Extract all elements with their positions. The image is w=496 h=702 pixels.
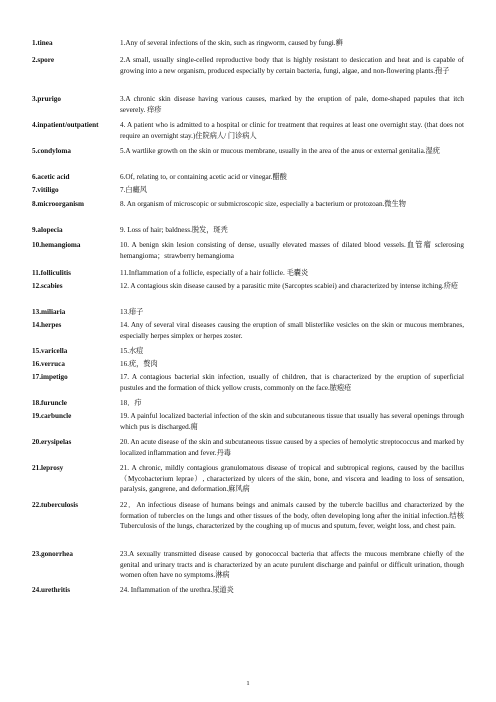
entry-definition: 14. Any of several viral diseases causing the eruption of small blisterlike vesicles on the skin or mucous membranes, especially herpes simplex or herpes zoster. <box>120 321 464 340</box>
entry-term: 7.vitiligo <box>32 186 59 194</box>
entry-definition: 10. A benign skin lesion consisting of dense, usually elevated masses of dilated blood vessels.血管瘤 sclerosing hemangioma；strawberry hemangioma <box>120 241 464 260</box>
entry-term: 19.carbuncle <box>32 412 72 420</box>
entry-term: 16.verruca <box>32 360 65 368</box>
entry-definition: 24. Inflammation of the urethra.尿道炎 <box>120 586 234 594</box>
entry-term: 17.impetigo <box>32 373 68 381</box>
entry-term: 8.microorganism <box>32 200 84 208</box>
entry-term: 20.erysipelas <box>32 438 72 446</box>
page-number: 1 <box>246 680 250 687</box>
entry-definition: 23.A sexually transmitted disease caused by gonococcal bacteria that affects the mucous membrane chiefly of the genital and urinary tracts and is characterized by an acute purulent discharge and painful or difficult urination, though women often have no symptoms.淋病 <box>120 550 464 579</box>
entry-term: 6.acetic acid <box>32 173 70 181</box>
entry-term: 21.leprosy <box>32 464 64 472</box>
entry-term: 1.tinea <box>32 39 53 47</box>
entry-definition: 7.白癜风 <box>120 186 147 194</box>
entry-definition: 2.A small, usually single-celled reproductive body that is highly resistant to desiccation and heat and is capable of growing into a new organism, produced especially by certain bacteria, fungi, algae, and non-flowering plants.孢子 <box>120 56 464 75</box>
entry-term: 13.miliaria <box>32 308 66 316</box>
entry-term: 18.furuncle <box>32 399 67 407</box>
entry-definition: 15.水痘 <box>120 347 144 355</box>
entry-definition: 17. A contagious bacterial skin infection, usually of children, that is characterized by the eruption of superficial pustules and the formation of thick yellow crusts, commonly on the face.脓疱疮 <box>120 373 464 392</box>
entry-definition: 20. An acute disease of the skin and subcutaneous tissue caused by a species of hemolytic streptococcus and marked by localized inflammation and fever.丹毒 <box>120 438 464 457</box>
entry-definition: 11.Inflammation of a follicle, especially of a hair follicle. 毛囊炎 <box>120 269 309 277</box>
entry-term: 10.hemangioma <box>32 241 81 249</box>
entry-definition: 22．An infectious disease of humans beings and animals caused by the tubercle bacillus and characterized by the formation of tubercles on the lungs and other tissues of the body, often developing long after the initial infection.结核 Tuberculosis of the lungs, characterized by the coughing up of mucus and sputum, fever, weight loss, and chest pain. <box>120 501 464 530</box>
entry-term: 15.varicella <box>32 347 68 355</box>
entry-term: 22.tuberculosis <box>32 501 78 509</box>
entry-definition: 12. A contagious skin disease caused by a parasitic mite (Sarcoptes scabiei) and characterized by intense itching.疥疮 <box>120 282 459 290</box>
entry-definition: 21. A chronic, mildly contagious granulomatous disease of tropical and subtropical regions, caused by the bacillus （Mycobacterium leprae）, characterized by ulcers of the skin, bone, and viscera and leading to loss of sensation, paralysis, gangrene, and deformation.麻风病 <box>120 464 464 493</box>
entry-definition: 16.疣，赘肉 <box>120 360 158 368</box>
entry-definition: 3.A chronic skin disease having various causes, marked by the eruption of pale, dome-shaped papules that itch severely. 痒疹 <box>120 95 464 114</box>
entry-definition: 5.A wartlike growth on the skin or mucous membrane, usually in the area of the anus or external genitalia.湿疣 <box>120 147 440 155</box>
entry-definition: 8. An organism of microscopic or submicroscopic size, especially a bacterium or protozoan.微生物 <box>120 200 406 208</box>
entry-term: 23.gonorrhea <box>32 550 73 558</box>
entry-definition: 1.Any of several infections of the skin, such as ringworm, caused by fungi.癣 <box>120 39 343 47</box>
entry-term: 14.herpes <box>32 321 62 329</box>
entry-term: 9.alopecia <box>32 226 63 234</box>
entry-term: 2.spore <box>32 56 55 64</box>
entry-term: 4.inpatient/outpatient <box>32 121 99 129</box>
entry-definition: 9. Loss of hair; baldness.脱发，斑秃 <box>120 226 228 234</box>
entry-term: 3.prurigo <box>32 95 61 103</box>
entry-term: 5.condyloma <box>32 147 71 155</box>
entry-term: 12.scabies <box>32 282 63 290</box>
entry-definition: 18．疖 <box>120 399 142 407</box>
entry-term: 11.folliculitis <box>32 269 71 277</box>
entry-term: 24.urethritis <box>32 586 70 594</box>
entry-definition: 6.Of, relating to, or containing acetic acid or vinegar.醋酸 <box>120 173 287 181</box>
entry-definition: 19. A painful localized bacterial infection of the skin and subcutaneous tissue that usually has several openings through which pus is discharged.痈 <box>120 412 464 431</box>
entry-definition: 13.痱子 <box>120 308 144 316</box>
entry-definition: 4. A patient who is admitted to a hospital or clinic for treatment that requires at least one overnight stay. (that does not require an overnight stay.)住院病人/ 门诊病人 <box>120 121 464 140</box>
